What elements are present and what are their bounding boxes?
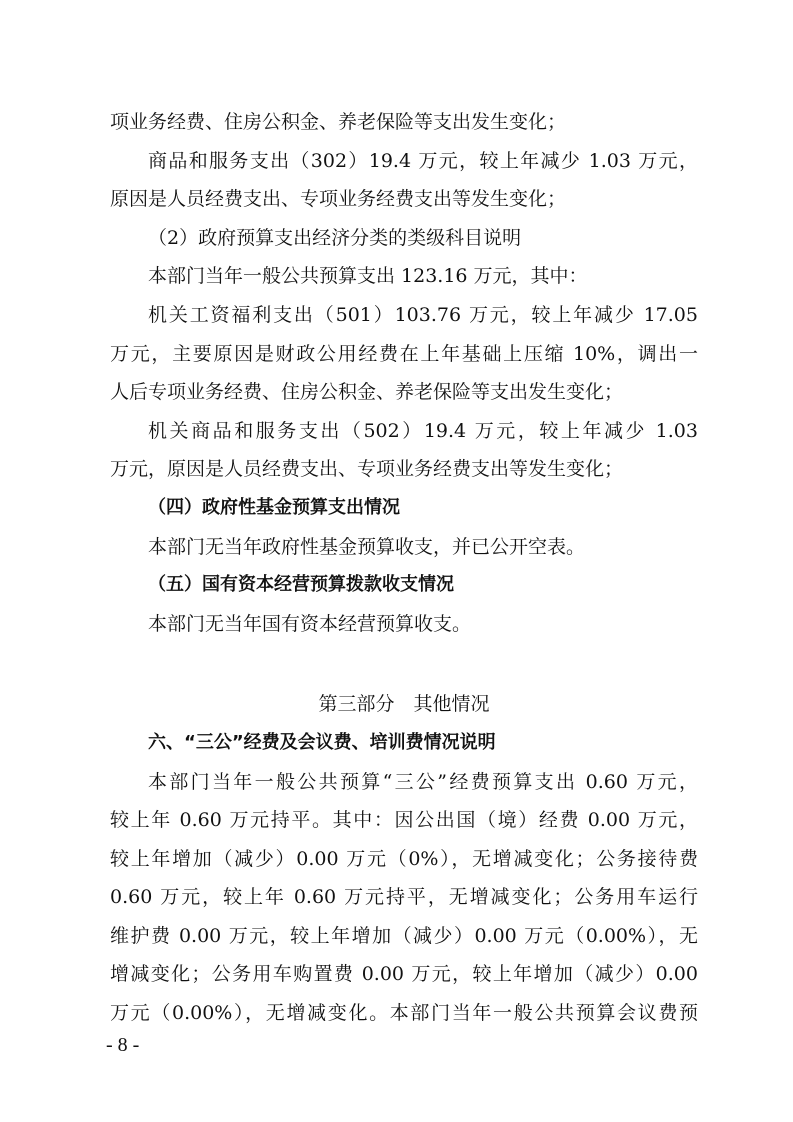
paragraph-line: 维护费 0.00 万元，较上年增加（减少）0.00 万元（0.00%），无 <box>110 924 698 947</box>
section-heading: 六、“三公”经费及会议费、培训费情况说明 <box>148 731 496 753</box>
paragraph-line: 较上年增加（减少）0.00 万元（0%），无增减变化；公务接待费 <box>110 847 698 870</box>
page-body <box>110 103 698 1033</box>
paragraph-line: 本部门当年一般公共预算“三公”经费预算支出 0.60 万元， <box>148 770 698 793</box>
paragraph-line: 较上年 0.60 万元持平。其中：因公出国（境）经费 0.00 万元， <box>110 809 698 832</box>
page-number: - 8 - <box>106 1034 140 1056</box>
paragraph-line: 增减变化；公务用车购置费 0.00 万元，较上年增加（减少）0.00 <box>110 963 698 986</box>
section-other-info <box>110 724 698 1033</box>
paragraph-line: 本部门无当年国有资本经营预算收支。 <box>148 612 472 635</box>
paragraph-line: 0.60 万元，较上年 0.60 万元持平，无增减变化；公务用车运行 <box>110 886 698 909</box>
section-heading: （五）国有资本经营预算拨款收支情况 <box>148 574 454 596</box>
section-budget-explanation <box>110 103 698 643</box>
paragraph-line: 项业务经费、住房公积金、养老保险等支出发生变化； <box>110 111 567 133</box>
paragraph-line: 机关工资福利支出（501）103.76 万元，较上年减少 17.05 <box>148 303 698 326</box>
paragraph-line: 万元，原因是人员经费支出、专项业务经费支出等发生变化； <box>110 458 624 481</box>
paragraph-line: 原因是人员经费支出、专项业务经费支出等发生变化； <box>110 188 567 211</box>
paragraph-line: 机关商品和服务支出（502）19.4 万元，较上年减少 1.03 <box>148 419 698 442</box>
paragraph-line: 万元（0.00%），无增减变化。本部门当年一般公共预算会议费预 <box>110 1002 698 1025</box>
paragraph-line: 万元，主要原因是财政公用经费在上年基础上压缩 10%，调出一 <box>110 342 698 365</box>
paragraph-line: 本部门当年一般公共预算支出 123.16 万元，其中： <box>148 265 588 288</box>
paragraph-line: 本部门无当年政府性基金预算收支，并已公开空表。 <box>148 535 586 558</box>
paragraph-line: （2）政府预算支出经济分类的类级科目说明 <box>148 226 522 249</box>
paragraph-line: 商品和服务支出（302）19.4 万元，较上年减少 1.03 万元， <box>148 149 698 172</box>
section-heading: （四）政府性基金预算支出情况 <box>148 496 400 518</box>
paragraph-line: 人后专项业务经费、住房公积金、养老保险等支出发生变化； <box>110 381 624 404</box>
section-gap <box>110 643 698 685</box>
part-three-title: 第三部分 其他情况 <box>318 693 490 716</box>
